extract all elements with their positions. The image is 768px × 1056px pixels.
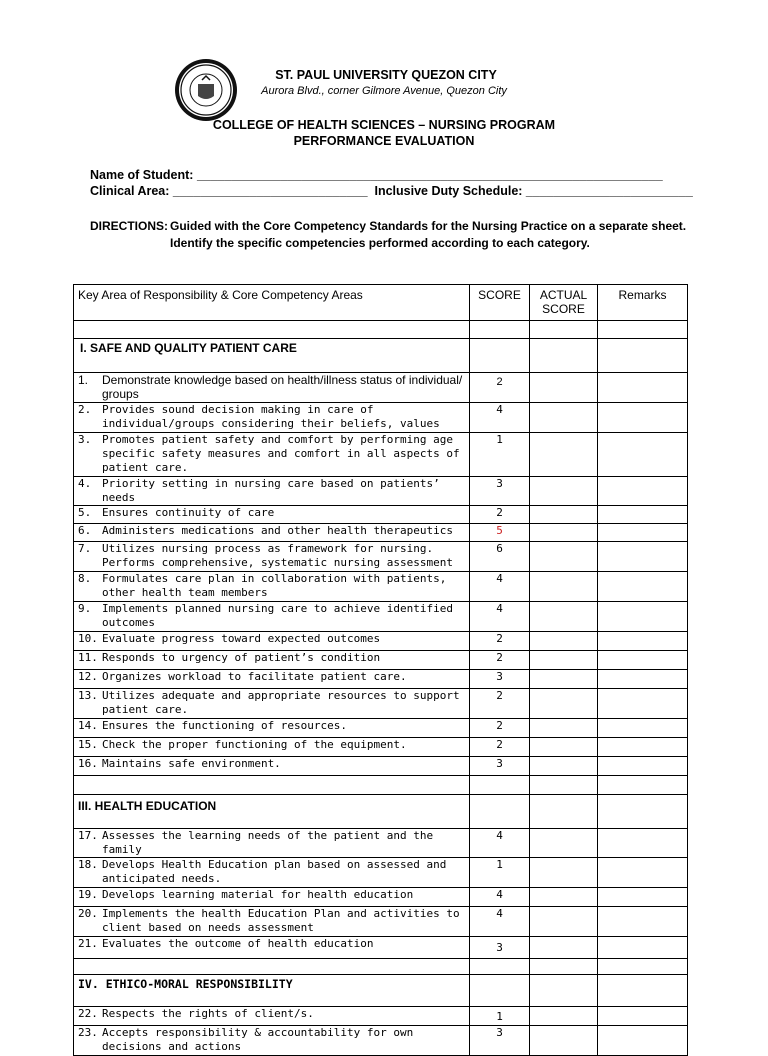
row-num: 20.: [78, 907, 98, 920]
actual-score-cell[interactable]: [530, 602, 598, 632]
actual-score-cell[interactable]: [530, 632, 598, 651]
remarks-cell[interactable]: [598, 477, 688, 506]
row-score: 4: [470, 572, 530, 602]
table-row: [74, 477, 688, 506]
section-row: [74, 795, 688, 829]
table-row: [74, 719, 688, 738]
actual-score-cell[interactable]: [530, 907, 598, 937]
row-text: Utilizes nursing process as framework for nursing. Performs comprehensive, systematic nursing assessment: [102, 542, 453, 569]
row-num: 1.: [78, 373, 89, 387]
remarks-cell[interactable]: [598, 524, 688, 542]
row-num: 6.: [78, 524, 92, 537]
remarks-cell[interactable]: [598, 689, 688, 719]
remarks-cell[interactable]: [598, 907, 688, 937]
row-text: Implements the health Education Plan and activities to client based on needs assessment: [102, 907, 460, 934]
row-score: 1: [470, 1007, 530, 1026]
row-num: 5.: [78, 506, 92, 519]
actual-score-cell[interactable]: [530, 1026, 598, 1056]
remarks-cell[interactable]: [598, 433, 688, 477]
table-row: [74, 373, 688, 403]
row-num: 14.: [78, 719, 98, 732]
table-row: [74, 670, 688, 689]
table-row: [74, 1007, 688, 1026]
row-text: Formulates care plan in collaboration with patients, other health team members: [102, 572, 447, 599]
actual-score-cell[interactable]: [530, 689, 598, 719]
actual-score-cell[interactable]: [530, 937, 598, 959]
actual-score-cell[interactable]: [530, 542, 598, 572]
remarks-cell[interactable]: [598, 829, 688, 858]
remarks-cell[interactable]: [598, 506, 688, 524]
directions: [90, 218, 686, 252]
table-row: [74, 757, 688, 776]
directions-label: DIRECTIONS:: [90, 219, 168, 233]
actual-score-cell[interactable]: [530, 373, 598, 403]
row-num: 7.: [78, 542, 92, 555]
row-num: 21.: [78, 937, 98, 950]
actual-score-cell[interactable]: [530, 506, 598, 524]
table-row: [74, 542, 688, 572]
college-program: COLLEGE OF HEALTH SCIENCES – NURSING PROGRAM: [212, 118, 556, 132]
blank-row: [74, 959, 688, 975]
row-text: Promotes patient safety and comfort by performing age specific safety measures and comfort in all aspects of patient care.: [102, 433, 460, 474]
row-score: 2: [470, 651, 530, 670]
header-actual-score: ACTUAL SCORE: [530, 285, 598, 321]
actual-score-cell[interactable]: [530, 719, 598, 738]
table-row: [74, 651, 688, 670]
remarks-cell[interactable]: [598, 403, 688, 433]
row-score: 4: [470, 602, 530, 632]
row-score: 2: [470, 632, 530, 651]
university-name: ST. PAUL UNIVERSITY QUEZON CITY: [275, 68, 497, 82]
remarks-cell[interactable]: [598, 632, 688, 651]
row-score: 4: [470, 403, 530, 433]
header-area: Key Area of Responsibility & Core Competency Areas: [74, 285, 470, 321]
remarks-cell[interactable]: [598, 858, 688, 888]
remarks-cell[interactable]: [598, 888, 688, 907]
header-remarks: Remarks: [598, 285, 688, 321]
remarks-cell[interactable]: [598, 719, 688, 738]
row-score: 3: [470, 1026, 530, 1056]
row-num: 3.: [78, 433, 92, 446]
row-text: Maintains safe environment.: [102, 757, 281, 770]
row-score: 2: [470, 689, 530, 719]
row-text: Implements planned nursing care to achieve identified outcomes: [102, 602, 453, 629]
table-row: [74, 689, 688, 719]
row-num: 22.: [78, 1007, 98, 1020]
table-row: [74, 829, 688, 858]
table-header: [74, 285, 688, 321]
row-text: Administers medications and other health therapeutics: [102, 524, 453, 537]
row-text: Respects the rights of client/s.: [102, 1007, 314, 1020]
remarks-cell[interactable]: [598, 602, 688, 632]
table-row: [74, 907, 688, 937]
table-row: [74, 506, 688, 524]
row-score: 1: [470, 433, 530, 477]
actual-score-cell[interactable]: [530, 572, 598, 602]
row-num: 19.: [78, 888, 98, 901]
row-text: Develops Health Education plan based on assessed and anticipated needs.: [102, 858, 447, 885]
row-text: Organizes workload to facilitate patient care.: [102, 670, 407, 683]
row-num: 12.: [78, 670, 98, 683]
row-text: Utilizes adequate and appropriate resources to support patient care.: [102, 689, 460, 716]
blank-row: [74, 776, 688, 795]
row-num: 11.: [78, 651, 98, 664]
row-text: Check the proper functioning of the equipment.: [102, 738, 407, 751]
competency-table: [73, 284, 688, 1056]
remarks-cell[interactable]: [598, 757, 688, 776]
section-row: [74, 339, 688, 373]
row-text: Ensures continuity of care: [102, 506, 275, 519]
row-score: 1: [470, 858, 530, 888]
actual-score-cell[interactable]: [530, 858, 598, 888]
remarks-cell[interactable]: [598, 738, 688, 757]
actual-score-cell[interactable]: [530, 433, 598, 477]
directions-line-1: Guided with the Core Competency Standards for the Nursing Practice on a separate sheet.: [170, 219, 687, 233]
actual-score-cell[interactable]: [530, 651, 598, 670]
university-address: Aurora Blvd., corner Gilmore Avenue, Quezon City: [261, 85, 507, 97]
remarks-cell[interactable]: [598, 937, 688, 959]
table-row: [74, 572, 688, 602]
remarks-cell[interactable]: [598, 1007, 688, 1026]
remarks-cell[interactable]: [598, 1026, 688, 1056]
row-text: Accepts responsibility & accountability for own decisions and actions: [102, 1026, 414, 1053]
table-row: [74, 433, 688, 477]
actual-score-cell[interactable]: [530, 888, 598, 907]
row-num: 8.: [78, 572, 92, 585]
row-num: 2.: [78, 403, 92, 416]
row-num: 23.: [78, 1026, 98, 1039]
actual-score-cell[interactable]: [530, 670, 598, 689]
row-text: Assesses the learning needs of the patient and the family: [102, 829, 434, 856]
row-score: 2: [470, 738, 530, 757]
row-text: Ensures the functioning of resources.: [102, 719, 348, 732]
row-num: 4.: [78, 477, 92, 490]
table-row: [74, 858, 688, 888]
table-row: [74, 1026, 688, 1056]
row-score: 3: [470, 477, 530, 506]
table-row: [74, 403, 688, 433]
row-score: 3: [470, 757, 530, 776]
remarks-cell[interactable]: [598, 373, 688, 403]
blank-row: [74, 321, 688, 339]
row-text: Priority setting in nursing care based on patients’ needs: [102, 477, 440, 504]
actual-score-cell[interactable]: [530, 403, 598, 433]
row-num: 15.: [78, 738, 98, 751]
table-row: [74, 632, 688, 651]
row-num: 9.: [78, 602, 92, 615]
row-text: Responds to urgency of patient’s condition: [102, 651, 381, 664]
row-score: 2: [470, 506, 530, 524]
row-score: 3: [470, 670, 530, 689]
actual-score-cell[interactable]: [530, 1007, 598, 1026]
table-row: [74, 738, 688, 757]
table-row: [74, 524, 688, 542]
row-text: Demonstrate knowledge based on health/illness status of individual/ groups: [102, 373, 463, 401]
row-score: 4: [470, 829, 530, 858]
row-num: 10.: [78, 632, 98, 645]
row-text: Evaluates the outcome of health education: [102, 937, 374, 950]
actual-score-cell[interactable]: [530, 477, 598, 506]
remarks-cell[interactable]: [598, 670, 688, 689]
actual-score-cell[interactable]: [530, 738, 598, 757]
actual-score-cell[interactable]: [530, 757, 598, 776]
row-num: 17.: [78, 829, 98, 842]
section-row: [74, 975, 688, 1007]
row-score: 2: [470, 719, 530, 738]
remarks-cell[interactable]: [598, 572, 688, 602]
row-score: 3: [470, 937, 530, 959]
row-text: Develops learning material for health education: [102, 888, 414, 901]
directions-line-2: Identify the specific competencies performed according to each category.: [170, 236, 590, 250]
header-score: SCORE: [470, 285, 530, 321]
table-row: [74, 888, 688, 907]
section-health-education: III. HEALTH EDUCATION: [74, 795, 470, 829]
actual-score-cell[interactable]: [530, 524, 598, 542]
row-num: 18.: [78, 858, 98, 871]
row-text: Evaluate progress toward expected outcomes: [102, 632, 381, 645]
section-safe-patient-care: I. SAFE AND QUALITY PATIENT CARE: [74, 339, 470, 373]
table-row: [74, 602, 688, 632]
clinical-area-field[interactable]: Clinical Area: ____________________________ Inclusive Duty Schedule: ________________________: [90, 184, 693, 198]
actual-score-cell[interactable]: [530, 829, 598, 858]
table-row: [74, 937, 688, 959]
row-num: 16.: [78, 757, 98, 770]
row-score: 4: [470, 907, 530, 937]
row-score: 6: [470, 542, 530, 572]
row-score: 2: [470, 373, 530, 403]
form-title: PERFORMANCE EVALUATION: [293, 134, 475, 148]
row-num: 13.: [78, 689, 98, 702]
row-score: 4: [470, 888, 530, 907]
section-ethico-moral: IV. ETHICO-MORAL RESPONSIBILITY: [74, 975, 470, 1007]
remarks-cell[interactable]: [598, 542, 688, 572]
row-text: Provides sound decision making in care of individual/groups considering their beliefs, values: [102, 403, 440, 430]
remarks-cell[interactable]: [598, 651, 688, 670]
row-score: 5: [470, 524, 530, 542]
student-name-field[interactable]: Name of Student: ___________________________________________________________________: [90, 168, 663, 182]
